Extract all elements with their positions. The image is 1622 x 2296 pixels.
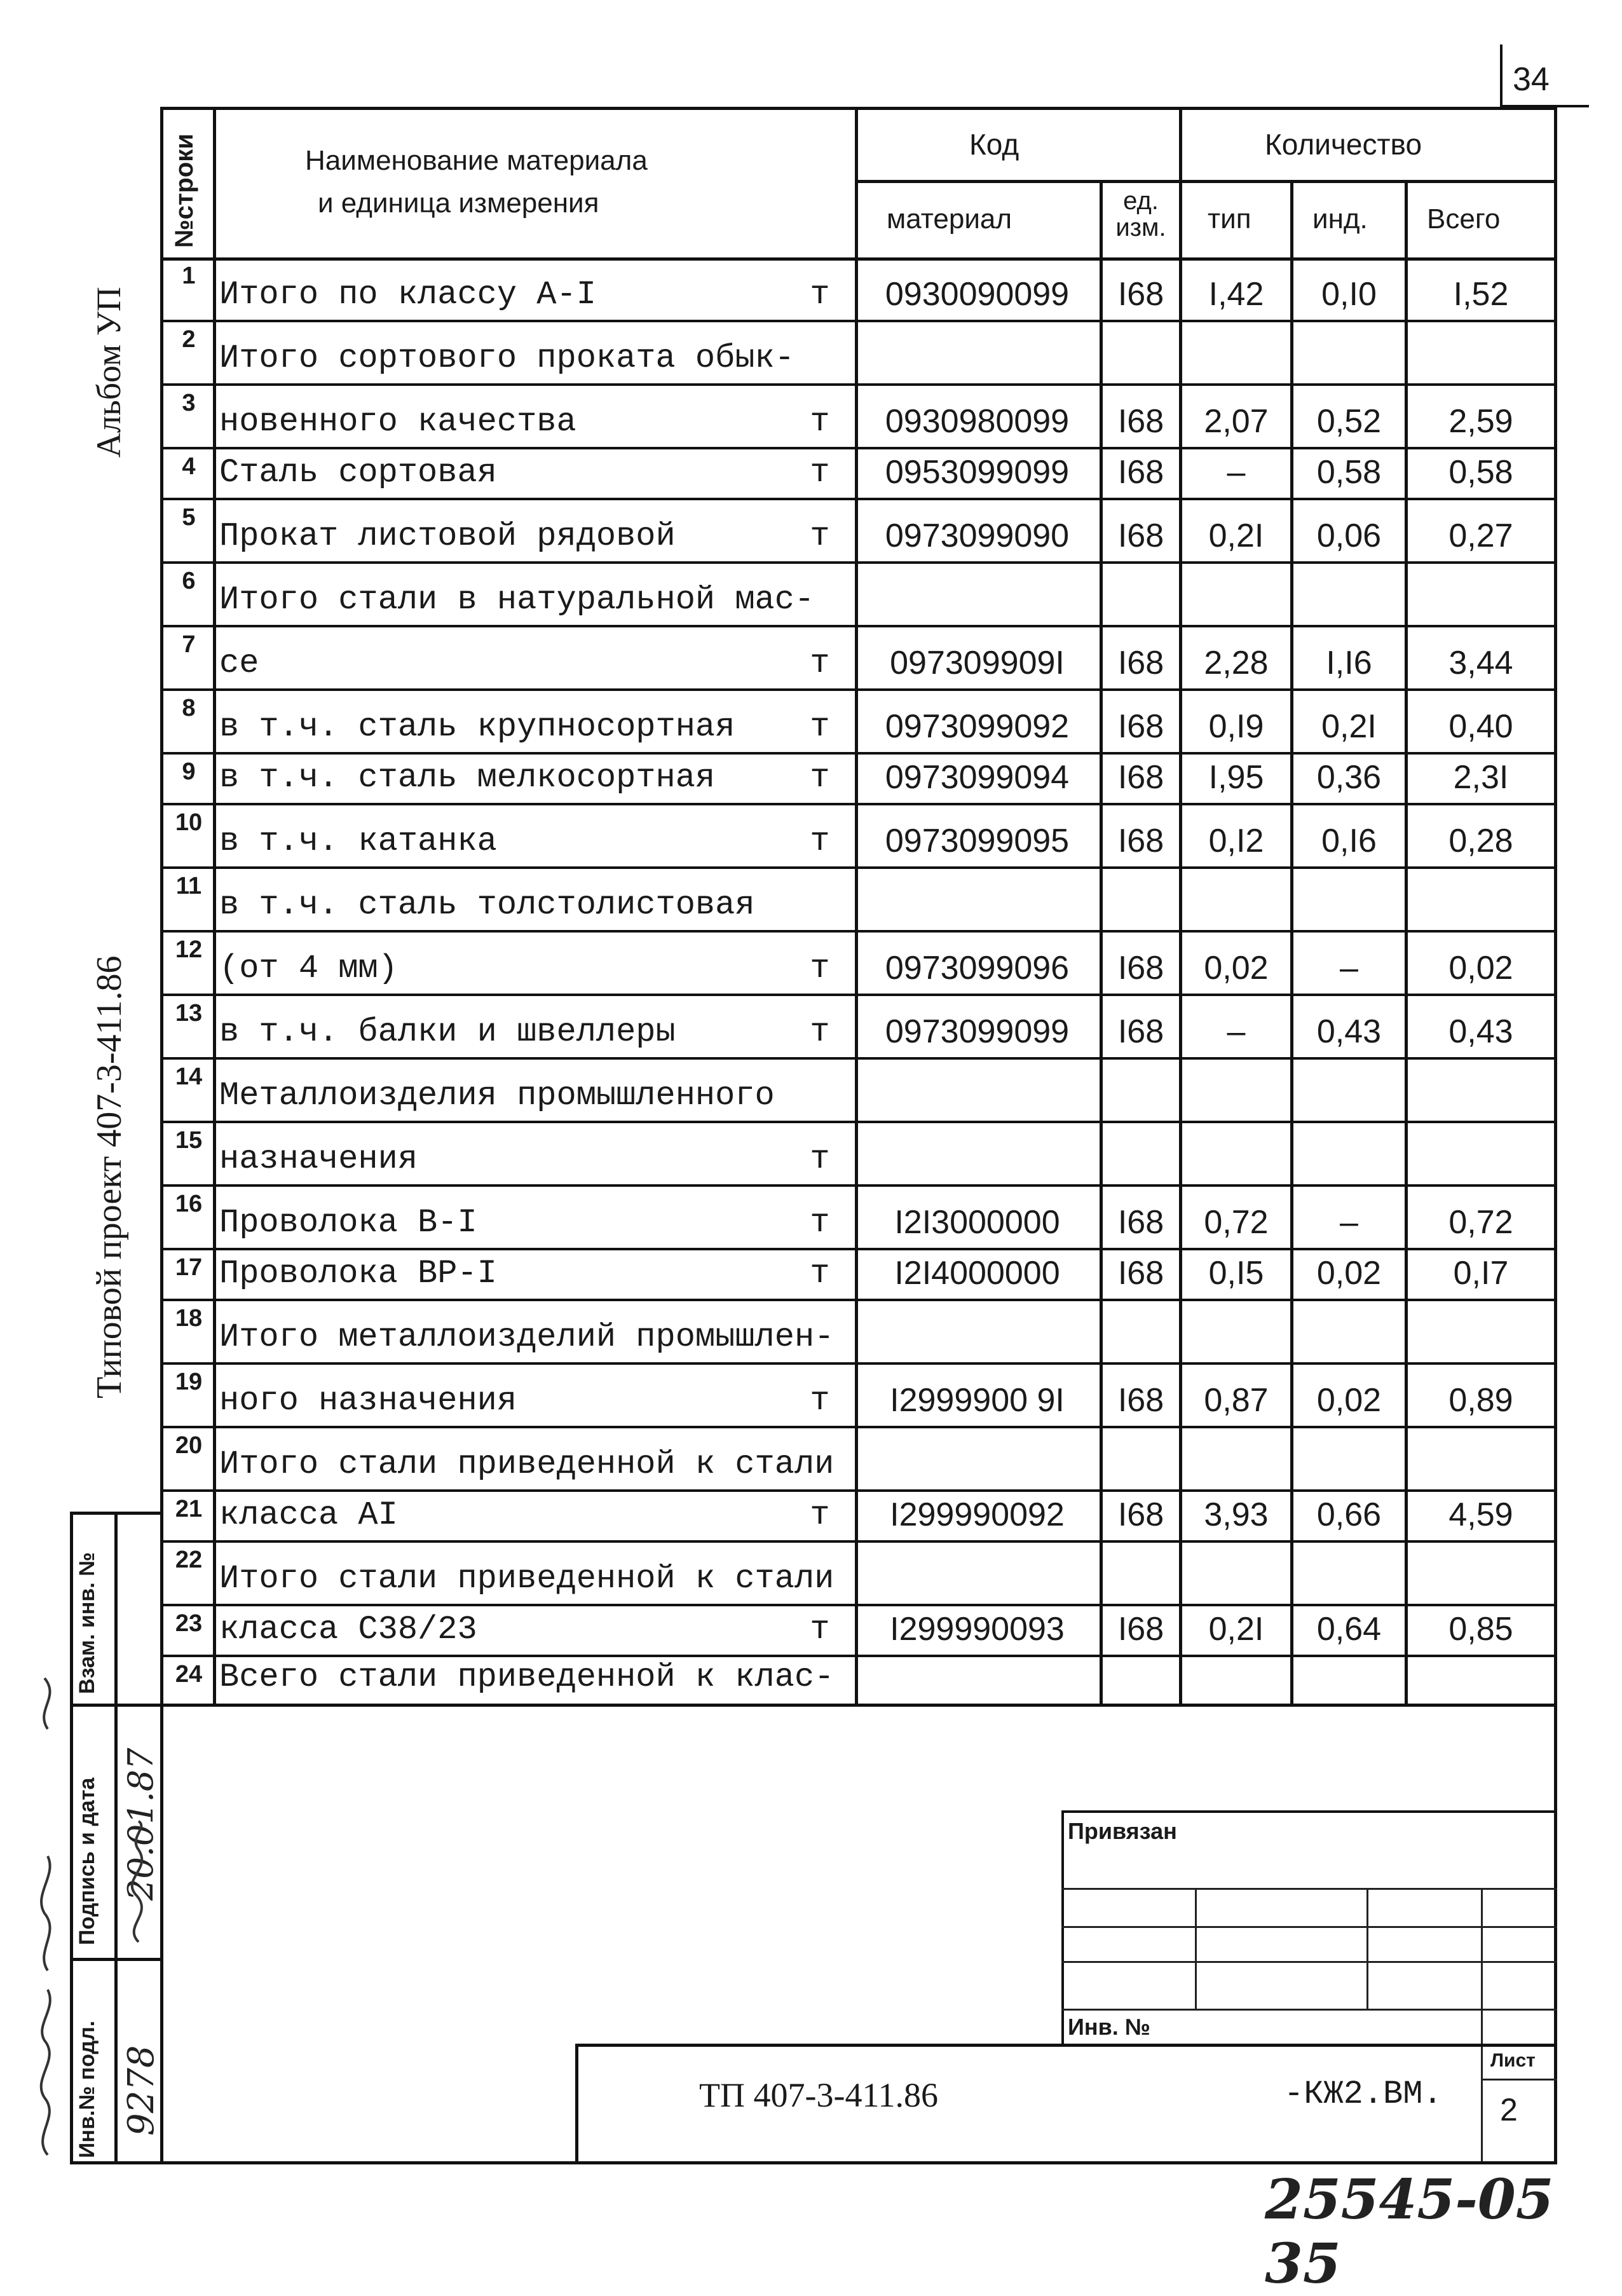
footer-number: 25545-05 35 (1265, 2168, 1554, 2296)
row-qty-total (1408, 1427, 1554, 1483)
row-material-name: (от 4 мм) (219, 950, 398, 987)
row-number: 7 (182, 631, 196, 658)
row-unit-code: I68 (1117, 517, 1164, 554)
row-material-code (858, 321, 1096, 377)
stamp-podpis: Подпись и дата (75, 1777, 99, 1945)
row-material-code (858, 1300, 1096, 1356)
header-code: Код (969, 128, 1019, 161)
header-quantity: Количество (1265, 128, 1422, 161)
row-material-code (858, 1656, 1096, 1696)
page-number: 34 (1513, 61, 1550, 98)
header-ind: инд. (1312, 203, 1368, 235)
handwritten-date: 20.01.87 (121, 1747, 161, 1901)
row-qty-ind: 0,64 (1316, 1611, 1382, 1648)
row-material-name: класса АI (219, 1496, 398, 1534)
row-number: 19 (175, 1369, 203, 1395)
row-number: 12 (175, 936, 203, 963)
row-qty-total: 2,3I (1453, 759, 1509, 796)
row-qty-ind: 0,2I (1321, 708, 1377, 745)
row-material-name: Всего стали приведенной к клас- (219, 1658, 835, 1696)
row-qty-type: 0,2I (1208, 1611, 1264, 1648)
row-material-code: 097309909I (890, 645, 1065, 681)
row-unit-code: I68 (1117, 1496, 1164, 1533)
row-qty-ind (1293, 1656, 1405, 1696)
row-qty-type: – (1227, 1013, 1246, 1050)
row-qty-type (1182, 1058, 1290, 1114)
row-unit-code: I68 (1117, 1611, 1164, 1648)
row-qty-total: 0,27 (1448, 517, 1513, 554)
row-qty-type: I,42 (1208, 276, 1264, 313)
row-material-name: Итого стали приведенной к стали (219, 1445, 835, 1483)
row-qty-type: 3,93 (1204, 1496, 1269, 1533)
album-label: Альбом УП (90, 287, 128, 458)
row-material-code: 0973099096 (885, 950, 1070, 987)
row-qty-total: 4,59 (1448, 1496, 1513, 1533)
row-qty-type (1182, 321, 1290, 377)
row-unit-code: I68 (1117, 1013, 1164, 1050)
row-qty-ind: 0,36 (1316, 759, 1382, 796)
row-qty-total: 0,72 (1448, 1204, 1513, 1241)
row-material-name: Итого металлоизделий промышлен- (219, 1318, 835, 1356)
row-material-code: 0973099095 (885, 823, 1070, 859)
row-unit: т (810, 1013, 830, 1051)
row-qty-type: – (1227, 454, 1246, 491)
row-qty-total: 0,89 (1448, 1382, 1513, 1419)
row-qty-total: 0,02 (1448, 950, 1513, 987)
row-material-name: Прокат листовой рядовой (219, 517, 676, 555)
row-qty-ind (1293, 1058, 1405, 1114)
row-material-name: Проволока ВР-I (219, 1255, 497, 1292)
row-unit (788, 1656, 852, 1696)
row-qty-ind: 0,06 (1316, 517, 1382, 554)
project-label: Типовой проект 407-3-411.86 (90, 955, 129, 1398)
row-unit-code (1103, 1058, 1179, 1114)
row-unit-code (1103, 1427, 1179, 1483)
row-material-name: назначения (219, 1140, 418, 1178)
row-qty-ind: 0,02 (1316, 1382, 1382, 1419)
doc-suffix: -КЖ2.ВМ. (1284, 2075, 1443, 2113)
row-unit-code: I68 (1117, 1382, 1164, 1419)
header-type: тип (1208, 203, 1251, 235)
row-qty-type (1182, 1656, 1290, 1696)
stamp-inv-podl: Инв.№ подл. (75, 2020, 99, 2158)
row-material-code: I2I3000000 (894, 1204, 1060, 1241)
row-qty-total: 0,85 (1448, 1611, 1513, 1648)
row-unit-code: I68 (1117, 276, 1164, 313)
row-number: 15 (175, 1127, 203, 1154)
row-number: 3 (182, 390, 196, 416)
doc-code: ТП 407-3-411.86 (699, 2076, 938, 2114)
row-material-code (858, 1427, 1096, 1483)
sheet-label: Лист (1490, 2050, 1536, 2071)
row-material-code: 0973099090 (885, 517, 1070, 554)
row-qty-ind: 0,52 (1316, 403, 1382, 440)
row-material-name: в т.ч. балки и швеллеры (219, 1013, 676, 1051)
row-unit: т (810, 950, 830, 987)
row-qty-type: 0,87 (1204, 1382, 1269, 1419)
row-unit: т (810, 454, 830, 491)
row-material-name: в т.ч. сталь мелкосортная (219, 759, 716, 796)
row-material-code: 0973099094 (885, 759, 1070, 796)
row-qty-total (1408, 1541, 1554, 1597)
row-number: 13 (175, 1000, 203, 1027)
row-number: 10 (175, 809, 203, 836)
row-qty-type (1182, 1541, 1290, 1597)
header-total: Всего (1427, 203, 1501, 235)
row-material-code (858, 1122, 1096, 1178)
row-material-name: класса С38/23 (219, 1611, 477, 1648)
row-unit-code (1103, 1541, 1179, 1597)
row-qty-total: 3,44 (1448, 645, 1513, 681)
row-number: 20 (175, 1432, 203, 1459)
handwritten-inv-number: 9278 (121, 2045, 162, 2136)
row-material-code: I299990093 (890, 1611, 1065, 1648)
row-number: 17 (175, 1254, 203, 1281)
row-number: 4 (182, 453, 196, 480)
row-number: 21 (175, 1496, 203, 1522)
header-name-2: и единица измерения (318, 188, 599, 219)
row-qty-total: I,52 (1453, 276, 1509, 313)
row-material-name: Сталь сортовая (219, 454, 497, 491)
row-qty-type (1182, 868, 1290, 924)
row-qty-type: I,95 (1208, 759, 1264, 796)
row-qty-ind (1293, 321, 1405, 377)
row-qty-ind: 0,58 (1316, 454, 1382, 491)
row-material-name: Металлоизделия промышленного (219, 1077, 775, 1114)
row-material-name: ного назначения (219, 1382, 517, 1419)
row-unit-code (1103, 868, 1179, 924)
row-unit: т (810, 1496, 830, 1534)
row-material-code: 0930090099 (885, 276, 1070, 313)
row-number: 24 (175, 1661, 203, 1688)
row-unit (788, 563, 852, 618)
row-qty-total: 0,58 (1448, 454, 1513, 491)
row-number: 11 (175, 873, 202, 899)
row-qty-total (1408, 1656, 1554, 1696)
row-qty-total (1408, 868, 1554, 924)
row-unit-code: I68 (1117, 1255, 1164, 1292)
row-qty-type: 0,2I (1208, 517, 1264, 554)
row-qty-type (1182, 1300, 1290, 1356)
row-qty-ind: 0,66 (1316, 1496, 1382, 1533)
row-qty-type (1182, 1122, 1290, 1178)
row-qty-ind: 0,I0 (1321, 276, 1377, 313)
stamp-vzam: Взам. инв. № (75, 1552, 99, 1694)
row-qty-type: 0,02 (1204, 950, 1269, 987)
row-material-name: Итого стали в натуральной мас- (219, 581, 815, 618)
signature-mark (25, 1653, 70, 2161)
row-material-name: Итого по классу А-I (219, 276, 596, 313)
row-qty-type (1182, 1427, 1290, 1483)
row-material-code: I2I4000000 (894, 1255, 1060, 1292)
row-unit-code: I68 (1117, 1204, 1164, 1241)
row-unit (788, 1058, 852, 1114)
row-qty-total (1408, 563, 1554, 618)
row-qty-ind (1293, 1300, 1405, 1356)
row-unit (788, 868, 852, 924)
row-unit-code: I68 (1117, 759, 1164, 796)
row-qty-ind (1293, 563, 1405, 618)
row-qty-ind: – (1340, 950, 1358, 987)
row-qty-total: 0,I7 (1453, 1255, 1509, 1292)
row-unit: т (810, 759, 830, 796)
row-qty-type: 0,I9 (1208, 708, 1264, 745)
row-material-code (858, 563, 1096, 618)
row-material-name: новенного качества (219, 403, 576, 441)
inv-no-label: Инв. № (1068, 2014, 1150, 2040)
row-material-name: Проволока В-I (219, 1204, 477, 1241)
row-material-name: се (219, 645, 259, 682)
row-qty-ind (1293, 868, 1405, 924)
row-qty-type: 2,07 (1204, 403, 1269, 440)
row-unit-code: I68 (1117, 950, 1164, 987)
row-number: 22 (175, 1547, 203, 1573)
privyazan-label: Привязан (1068, 1818, 1177, 1844)
row-material-code: I2999900 9I (890, 1382, 1065, 1419)
row-material-name: в т.ч. катанка (219, 823, 497, 860)
row-unit-code: I68 (1117, 645, 1164, 681)
row-qty-type: 2,28 (1204, 645, 1269, 681)
row-number: 18 (175, 1305, 203, 1332)
row-material-code (858, 1541, 1096, 1597)
row-qty-type: 0,72 (1204, 1204, 1269, 1241)
row-unit: т (810, 823, 830, 860)
row-qty-type (1182, 563, 1290, 618)
row-material-name: Итого сортового проката обык- (219, 339, 794, 377)
row-unit: т (810, 517, 830, 555)
row-unit: т (810, 645, 830, 682)
row-qty-ind (1293, 1122, 1405, 1178)
row-qty-type: 0,I2 (1208, 823, 1264, 859)
row-unit-code (1103, 1300, 1179, 1356)
header-name: Наименование материала (305, 145, 648, 176)
row-material-code: 0973099099 (885, 1013, 1070, 1050)
row-number: 16 (175, 1191, 203, 1217)
row-qty-ind: 0,43 (1316, 1013, 1382, 1050)
row-unit-code: I68 (1117, 708, 1164, 745)
row-qty-total: 0,28 (1448, 823, 1513, 859)
row-unit-code (1103, 563, 1179, 618)
row-qty-type: 0,I5 (1208, 1255, 1264, 1292)
row-qty-ind: 0,02 (1316, 1255, 1382, 1292)
row-unit (788, 321, 852, 377)
row-qty-ind: – (1340, 1204, 1358, 1241)
row-material-code: 0973099092 (885, 708, 1070, 745)
row-qty-ind (1293, 1541, 1405, 1597)
row-unit (788, 1427, 852, 1483)
header-row-no: №строки (170, 133, 198, 248)
row-material-code: I299990092 (890, 1496, 1065, 1533)
row-unit: т (810, 1255, 830, 1292)
row-number: 1 (182, 263, 196, 289)
signature-mark-2 (119, 1818, 158, 1945)
row-unit: т (810, 1204, 830, 1241)
row-material-code (858, 868, 1096, 924)
row-material-name: в т.ч. сталь крупносортная (219, 708, 735, 746)
row-number: 5 (182, 504, 196, 531)
row-qty-total (1408, 321, 1554, 377)
row-number: 2 (182, 326, 196, 353)
row-unit: т (810, 1140, 830, 1178)
row-unit: т (810, 1382, 830, 1419)
row-unit-code: I68 (1117, 403, 1164, 440)
row-material-name: в т.ч. сталь толстолистовая (219, 886, 755, 924)
row-number: 9 (182, 758, 196, 785)
sheet-number: 2 (1500, 2092, 1518, 2128)
row-unit-code (1103, 1656, 1179, 1696)
row-material-code: 0953099099 (885, 454, 1070, 491)
row-unit: т (810, 1611, 830, 1648)
row-qty-total (1408, 1122, 1554, 1178)
row-material-name: Итого стали приведенной к стали (219, 1560, 835, 1597)
row-number: 14 (175, 1063, 203, 1090)
row-qty-ind (1293, 1427, 1405, 1483)
row-unit-code: I68 (1117, 454, 1164, 491)
row-qty-total (1408, 1058, 1554, 1114)
header-unit: ед. изм. (1115, 187, 1166, 242)
row-unit: т (810, 276, 830, 313)
row-material-code: 0930980099 (885, 403, 1070, 440)
row-qty-total: 0,43 (1448, 1013, 1513, 1050)
header-material: материал (887, 203, 1012, 235)
row-unit (788, 1541, 852, 1597)
row-unit (788, 1300, 852, 1356)
row-qty-total: 2,59 (1448, 403, 1513, 440)
row-qty-total: 0,40 (1448, 708, 1513, 745)
row-unit-code: I68 (1117, 823, 1164, 859)
row-unit-code (1103, 1122, 1179, 1178)
row-qty-total (1408, 1300, 1554, 1356)
row-unit-code (1103, 321, 1179, 377)
row-qty-ind: 0,I6 (1321, 823, 1377, 859)
row-number: 8 (182, 695, 196, 721)
row-unit: т (810, 403, 830, 441)
row-material-code (858, 1058, 1096, 1114)
row-number: 23 (175, 1610, 203, 1637)
row-number: 6 (182, 568, 196, 594)
row-qty-ind: I,I6 (1326, 645, 1372, 681)
row-unit: т (810, 708, 830, 746)
